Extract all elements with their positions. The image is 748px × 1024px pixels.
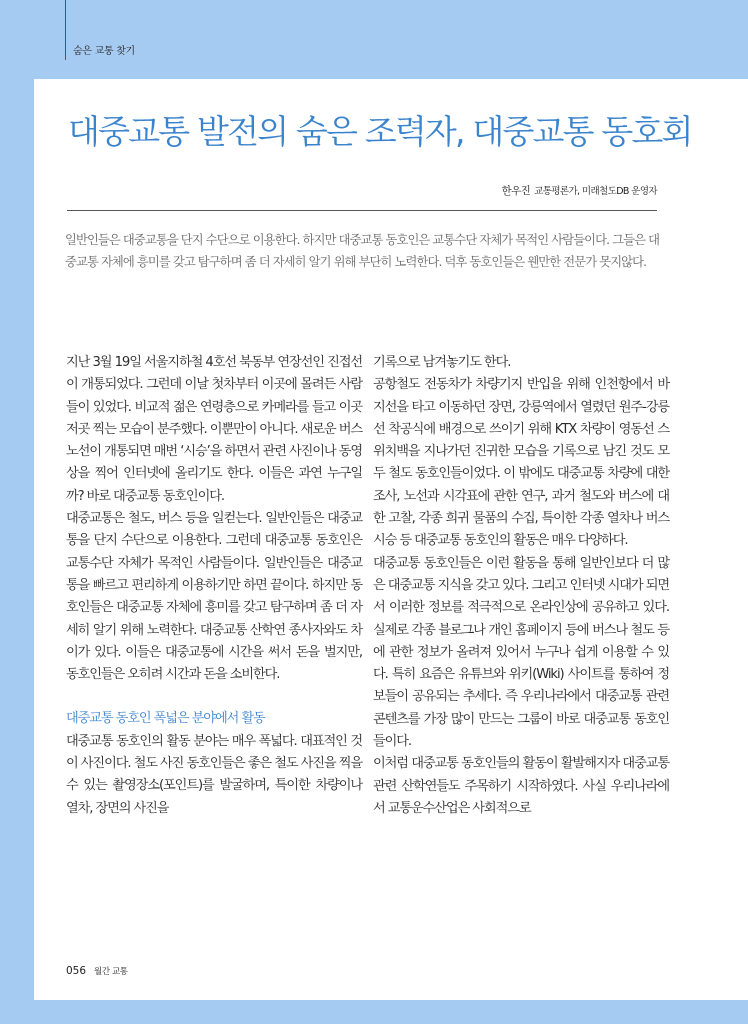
- section-divider-line: [65, 0, 66, 60]
- paragraph: 대중교통은 철도, 버스 등을 일컫는다. 일반인들은 대중교통을 단지 수단으로 이용한다. 그런데 대중교통 동호인은 교통수단 자체가 목적인 사람들이다. 일반인들은 대중교통을 빠르고 편리하게 이용하기만 하면 끝이다. 하지만 동호인들은 대중교통 자체에 흥미를 갖고 탐구하며 좀 더 자세히 알기 위해 노력한다. 대중교통 산학연 종사자와도 차이가 있다. 이들은 대중교통에 시간을 써서 돈을 벌지만, 동호인들은 오히려 시간과 돈을 소비한다.: [66, 511, 362, 683]
- publication-name: 월간 교통: [94, 967, 128, 977]
- section-subheading: 대중교통 동호인 폭넓은 분야에서 활동: [66, 711, 265, 727]
- paragraph: 대중교통 동호인들은 이런 활동을 통해 일반인보다 더 많은 대중교통 지식을 갖고 있다. 그리고 인터넷 시대가 되면서 이러한 정보를 적극적으로 온라인상에 공유하고 있다. 실제로 각종 블로그나 개인 홈페이지 등에 버스나 철도 등에 관한 정보가 올려져 있어서 누구나 쉽게 이용할 수 있다. 특히 요즘은 유튜브와 위키(Wiki) 사이트를 통하여 정보들이 공유되는 추세다. 즉 우리나라에서 대중교통 관련 콘텐츠를 가장 많이 만드는 그룹이 바로 대중교통 동호인들이다.: [373, 555, 669, 750]
- byline: [502, 183, 657, 198]
- article-intro: 일반인들은 대중교통을 단지 수단으로 이용한다. 하지만 대중교통 동호인은 교통수단 자체가 목적인 사람들이다. 그들은 대중교통 자체에 흥미를 갖고 탐구하며 좀 더 자세히 알기 위해 부단히 노력한다. 덕후 동호인들은 웬만한 전문가 못지않다.: [65, 233, 660, 269]
- page-footer: [66, 965, 128, 977]
- paragraph: 대중교통 동호인의 활동 분야는 매우 폭넓다. 대표적인 것이 사진이다. 철도 사진 동호인들은 좋은 철도 사진을 찍을 수 있는 촬영장소(포인트)를 발굴하며, 특이한 차량이나 열차, 장면의 사진을: [66, 733, 362, 816]
- author-name: 한우진: [501, 185, 531, 197]
- section-label: 숨은 교통 찾기: [73, 46, 135, 57]
- paragraph: 이처럼 대중교통 동호인들의 활동이 활발해지자 대중교통 관련 산학연들도 주목하기 시작하였다. 사실 우리나라에서 교통운수산업은 사회적으로: [373, 756, 669, 816]
- page-number: 056: [66, 965, 87, 977]
- article-title: 대중교통 발전의 숨은 조력자, 대중교통 동호회: [68, 112, 692, 151]
- paragraph: 지난 3월 19일 서울지하철 4호선 북동부 연장선인 진접선이 개통되었다. 그런데 이날 첫차부터 이곳에 몰려든 사람들이 있었다. 비교적 젊은 연령층으로 카메라를 들고 이곳저곳 찍는 모습이 분주했다. 이뿐만이 아니다. 새로운 버스 노선이 개통되면 매번 ‘시승’을 하면서 관련 사진이나 동영상을 찍어 인터넷에 올리기도 한다. 이들은 과연 누구일까? 바로 대중교통 동호인이다.: [66, 355, 362, 504]
- left-column: [66, 352, 362, 820]
- author-role: 교통평론가, 미래철도DB 운영자: [534, 186, 657, 197]
- paragraph: 기록으로 남겨놓기도 한다.: [373, 355, 511, 370]
- paragraph: 공항철도 전동차가 차량기지 반입을 위해 인천항에서 바지선을 타고 이동하던 장면, 강릉역에서 열렸던 원주-강릉선 착공식에 배경으로 쓰이기 위해 KTX 차량이 영동선 스위치백을 지나가던 진귀한 모습을 기록으로 남긴 것도 모두 철도 동호인들이었다. 이 밖에도 대중교통 차량에 대한 조사, 노선과 시각표에 관한 연구, 과거 철도와 버스에 대한 고찰, 각종 희귀 물품의 수집, 특이한 각종 열차나 버스 시승 등 대중교통 동호인의 활동은 매우 다양하다.: [373, 377, 669, 549]
- title-rule: [67, 210, 657, 211]
- right-column: [373, 352, 669, 820]
